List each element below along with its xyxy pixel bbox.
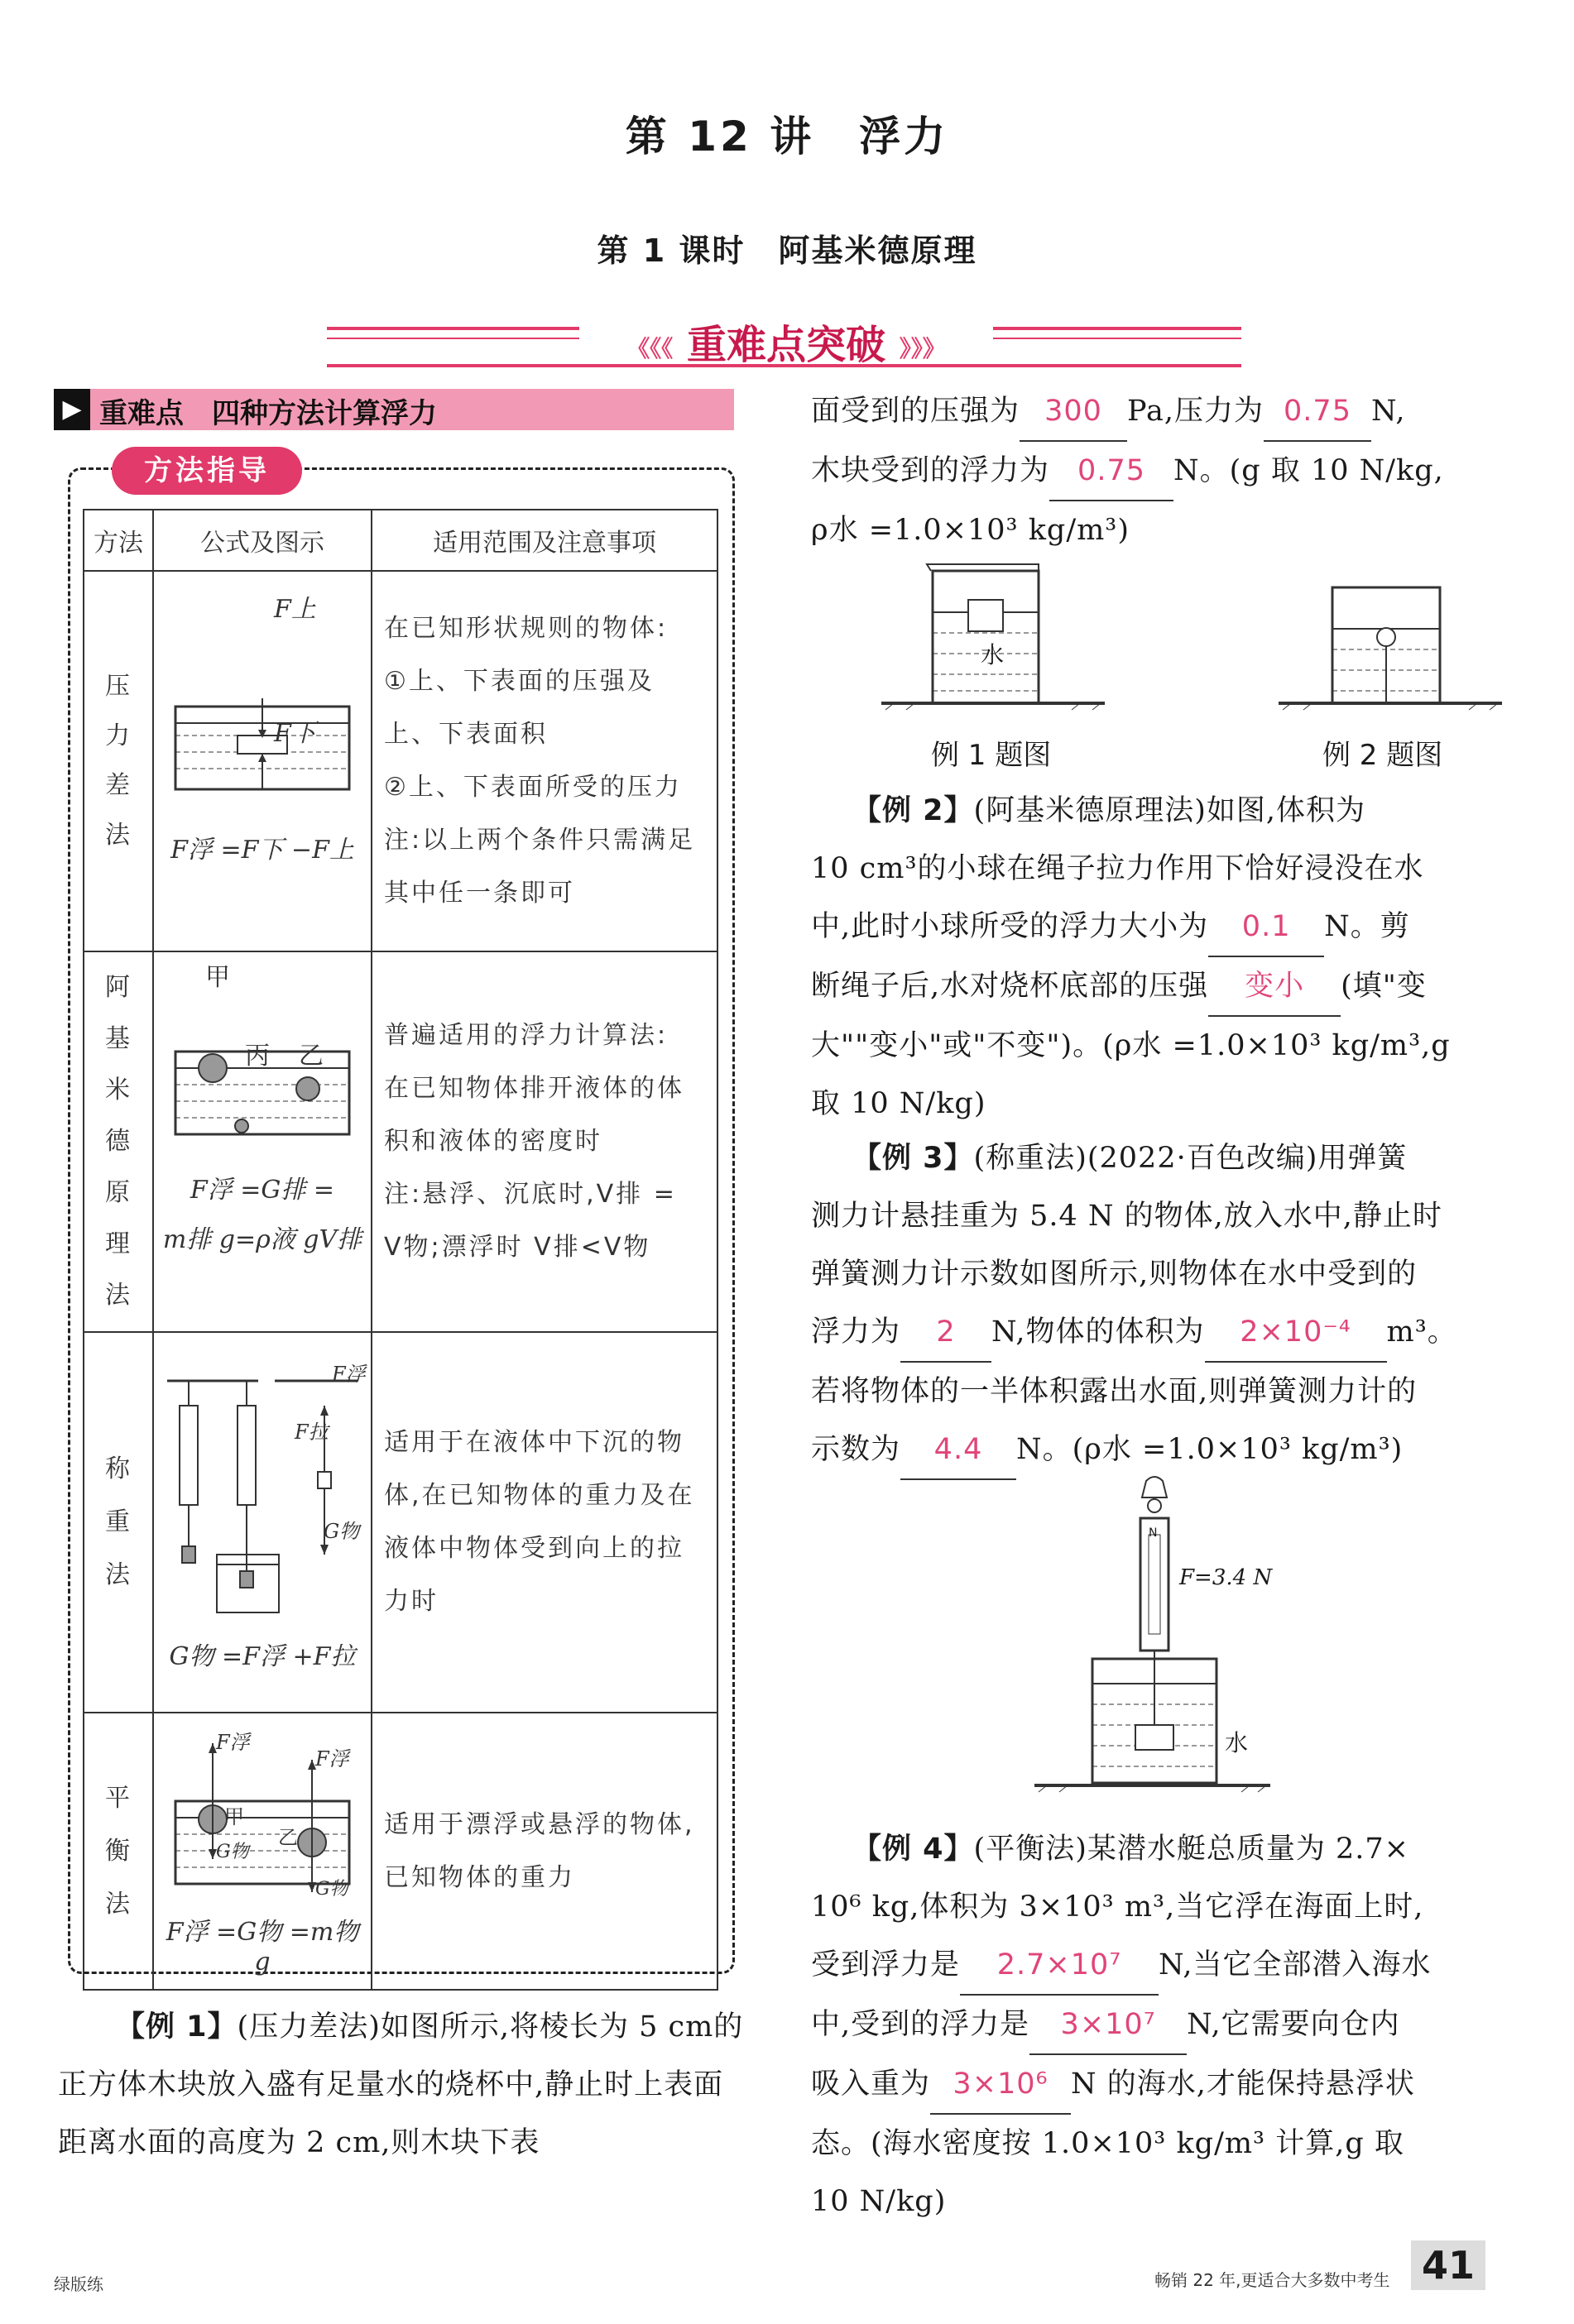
answer-blank: 2 (900, 1303, 991, 1363)
answer-blank: 2×10⁻⁴ (1205, 1303, 1387, 1363)
answer-blank: 0.75 (1264, 382, 1371, 442)
table-row (84, 1713, 717, 1990)
answer-blank: 3×10⁷ (1029, 1996, 1187, 2055)
example-1-body: (压力差法)如图所示,将棱长为 5 cm的正方体木块放入盛有足量水的烧杯中,静止时上表面距离水面的高度为 2 cm,则木块下表 (58, 2010, 744, 2159)
fig-label: F浮 (315, 1747, 349, 1771)
formula-text: m排 g=ρ液 gV排 (162, 1225, 362, 1254)
band-right-arrows: 》》》 (899, 335, 946, 362)
answer-blank: 3×10⁶ (930, 2055, 1071, 2115)
footer-brand: 绿版练 (54, 2274, 103, 2294)
note-line: V物;漂浮时 V排<V物 (384, 1233, 651, 1262)
formula-text: F浮 =G物 =m物 g (166, 1917, 359, 1977)
fig-label: F下 (274, 719, 316, 748)
band-line-left (327, 327, 579, 330)
example-3-label: 【例 3】 (852, 1142, 974, 1175)
notes-cell (372, 951, 717, 1332)
band-line-right (993, 327, 1241, 330)
band-line-left-2 (327, 338, 579, 339)
answer-blank: 4.4 (900, 1421, 1016, 1480)
fig-label: F浮 (332, 1363, 366, 1386)
fig-label: 乙 (299, 1042, 324, 1071)
note-line: ①上、下表面的压强及上、下表面积 (384, 667, 655, 749)
fig-label: G物 (315, 1879, 348, 1900)
fig-label: G物 (324, 1520, 360, 1543)
band-title: 重难点突破 (686, 322, 885, 368)
table-row (84, 1332, 717, 1713)
band-left-arrows: 《《《 (626, 335, 674, 362)
fig-label: F拉 (295, 1421, 329, 1444)
example-4-label: 【例 4】 (852, 1833, 974, 1866)
answer-blank: 0.75 (1049, 442, 1173, 501)
fig-label: 甲 (224, 1805, 244, 1828)
example-1-text (58, 1998, 745, 2172)
band-line-right-2 (993, 338, 1241, 339)
note-line: 普遍适用的浮力计算法: (384, 1021, 669, 1050)
example-1-label: 【例 1】 (116, 2010, 238, 2044)
method-name: 压力差法 (84, 571, 153, 951)
answer-blank: 300 (1020, 382, 1127, 442)
notes-cell (372, 1713, 717, 1990)
footer-slogan: 畅销 22 年,更适合大多数中考生 (1154, 2270, 1390, 2290)
answer-blank: 0.1 (1208, 898, 1324, 957)
band-heading (579, 313, 993, 370)
answer-blank: 变小 (1208, 957, 1341, 1017)
table-row (84, 951, 717, 1332)
method-name: 称重法 (84, 1332, 153, 1713)
page-title: 第 12 讲 浮力 (625, 113, 949, 161)
note-line: 适用于漂浮或悬浮的物体,已知物体的重力 (384, 1809, 695, 1892)
pressure-diff-figure (159, 657, 366, 806)
fig-label: F上 (274, 595, 316, 624)
page-number: 41 (1411, 2240, 1485, 2290)
figure-caption: 例 2 题图 (1322, 739, 1443, 772)
note-line: 适用于在液体中下沉的物体,在已知物体的重力及在液体中物体受到向上的拉力时 (384, 1428, 695, 1616)
play-icon: ▶ (54, 389, 90, 430)
formula-text: G物 =F浮 +F拉 (169, 1642, 356, 1671)
notes-cell (372, 571, 717, 951)
method-name: 阿基米德原理法 (84, 951, 153, 1332)
fig-label: 乙 (278, 1826, 298, 1849)
formula-cell (153, 1713, 372, 1990)
answer-blank: 2.7×10⁷ (960, 1936, 1159, 1996)
example-2-label: 【例 2】 (852, 794, 974, 827)
water-label: 水 (1225, 1729, 1249, 1756)
weighing-figure (159, 1373, 366, 1621)
figure-caption: 例 1 题图 (931, 739, 1052, 772)
note-line: 在已知物体排开液体的体积和液体的密度时 (384, 1074, 684, 1156)
table-row (84, 571, 717, 951)
scale-unit: N (1149, 1526, 1158, 1540)
table-header: 适用范围及注意事项 (372, 510, 717, 571)
note-line: 注:悬浮、沉底时,V排 = (384, 1180, 677, 1209)
method-guide-tag: 方法指导 (112, 447, 302, 495)
note-line: 注:以上两个条件只需满足其中任一条即可 (384, 826, 696, 908)
example-2-figure (1270, 579, 1510, 712)
formula-cell (153, 1332, 372, 1713)
table-header: 方法 (84, 510, 153, 571)
fig-label: 丙 (245, 1042, 270, 1071)
note-line: ②上、下表面所受的压力 (384, 773, 682, 802)
example-1-continuation: 面受到的压强为 300 Pa,压力为 0.75 N, 木块受到的浮力为 0.75 N。(g 取 10 N/kg, ρ水 =1.0×10³ kg/m³) (811, 382, 1498, 559)
lesson-subtitle: 第 1 课时 阿基米德原理 (597, 232, 977, 269)
example-2-text: 【例 2】(阿基米德原理法)如图,体积为 10 cm³的小球在绳子拉力作用下恰好浸没在水 中,此时小球所受的浮力大小为 0.1 N。剪 断绳子后,水对烧杯底部的压强 变小 (填"变 大""变小"或"不变")。(ρ水 =1.0×10³ kg/m³,g 取 10 N/kg) (811, 794, 1451, 1120)
method-table (83, 509, 718, 1991)
note-line: 在已知形状规则的物体: (384, 614, 669, 643)
formula-text: F浮 =F下 −F上 (170, 836, 354, 865)
example-3-text: 【例 3】(称重法)(2022·百色改编)用弹簧 测力计悬挂重为 5.4 N 的物体,放入水中,静止时 弹簧测力计示数如图所示,则物体在水中受到的 浮力为 2 N,物体的体积为 2×10⁻⁴ m³。 若将物体的一半体积露出水面,则弹簧测力计的 示数为 4.4 N。(ρ水 =1.0×10³ kg/m³) (811, 1129, 1498, 1480)
notes-cell (372, 1332, 717, 1713)
water-label: 水 (981, 641, 1005, 668)
section-title: 重难点 四种方法计算浮力 (99, 397, 437, 430)
fig-label: 甲 (205, 963, 230, 992)
example-4-text: 【例 4】(平衡法)某潜水艇总质量为 2.7× 10⁶ kg,体积为 3×10³ m³,当它浮在海面上时, 受到浮力是 2.7×10⁷ N,当它全部潜入海水 中,受到的浮力是 3×10⁷ N,它需要向仓内 吸入重为 3×10⁶ N 的海水,才能保持悬浮状 态。(海水密度按 1.0×10³ kg/m³ 计算,g 取 10 N/kg) (811, 1833, 1432, 2218)
formula-text: F浮 =G排 = (190, 1176, 335, 1205)
formula-cell (153, 951, 372, 1332)
fig-label: G物 (216, 1842, 249, 1862)
method-name: 平衡法 (84, 1713, 153, 1990)
table-header-row (84, 510, 717, 571)
fig-label: F浮 (216, 1731, 250, 1754)
force-label: F=3.4 N (1179, 1565, 1273, 1590)
formula-cell (153, 571, 372, 951)
table-header: 公式及图示 (153, 510, 372, 571)
